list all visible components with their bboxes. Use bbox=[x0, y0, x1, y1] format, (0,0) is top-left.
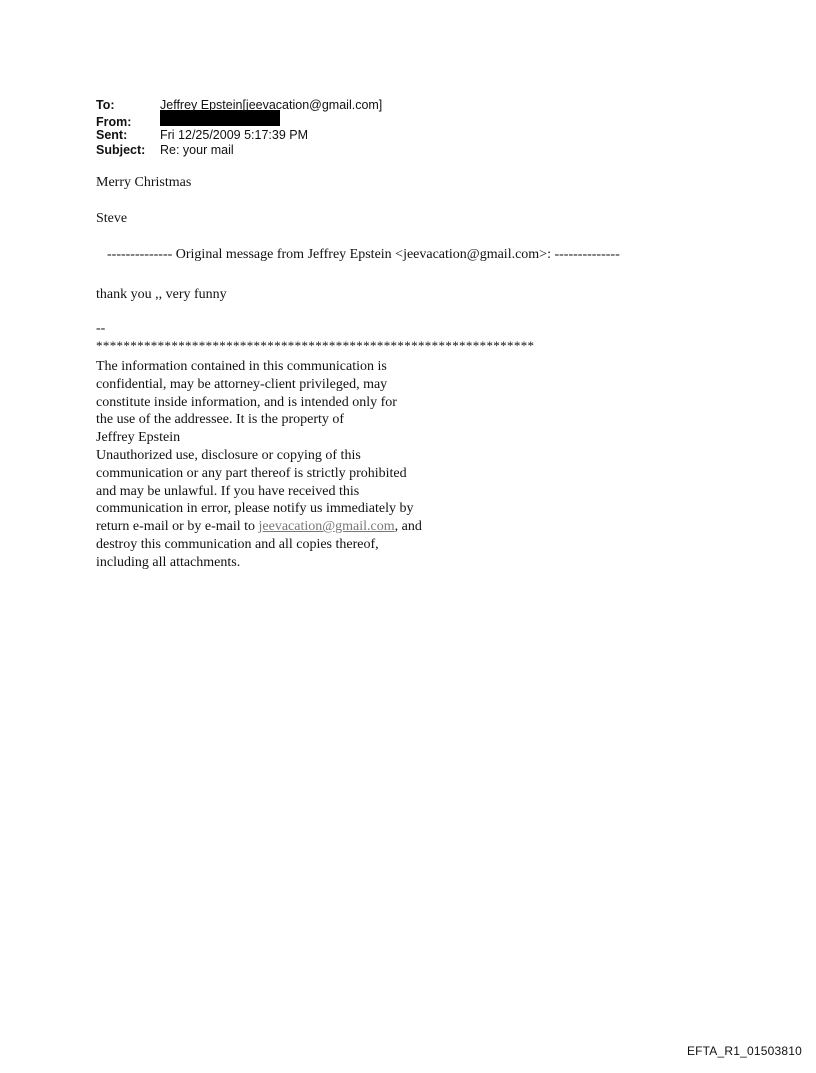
disclaimer-line-suffix: , and bbox=[394, 519, 422, 535]
confidentiality-disclaimer bbox=[96, 358, 516, 572]
from-row bbox=[96, 113, 382, 128]
disclaimer-line: destroy this communication and all copies thereof, bbox=[96, 536, 379, 552]
original-message-separator: -------------- Original message from Jeffrey Epstein <jeevacation@gmail.com>: -------------- bbox=[107, 247, 620, 262]
to-label: To: bbox=[96, 98, 115, 112]
to-value: Jeffrey Epstein[jeevacation@gmail.com] bbox=[160, 98, 383, 112]
subject-row bbox=[96, 143, 382, 158]
email-header bbox=[96, 98, 382, 158]
signature-text: Steve bbox=[96, 211, 128, 226]
asterisk-divider: **************************************************************** bbox=[96, 338, 535, 353]
disclaimer-line: communication or any part thereof is strictly prohibited bbox=[96, 465, 407, 481]
disclaimer-line-with-link bbox=[96, 518, 516, 536]
document-id: EFTA_R1_01503810 bbox=[686, 1044, 802, 1058]
disclaimer-line: confidential, may be attorney-client privileged, may bbox=[96, 376, 388, 392]
disclaimer-line: including all attachments. bbox=[96, 554, 241, 570]
disclaimer-line: communication in error, please notify us immediately by bbox=[96, 501, 414, 517]
disclaimer-line: and may be unlawful. If you have received this bbox=[96, 483, 360, 499]
reply-text: thank you ,, very funny bbox=[96, 287, 227, 302]
email-link[interactable]: jeevacation@gmail.com bbox=[258, 519, 395, 535]
greeting-text: Merry Christmas bbox=[96, 175, 192, 190]
to-row bbox=[96, 98, 382, 113]
subject-value: Re: your mail bbox=[160, 143, 234, 157]
disclaimer-line: Unauthorized use, disclosure or copying of this bbox=[96, 447, 361, 463]
sent-value: Fri 12/25/2009 5:17:39 PM bbox=[160, 128, 309, 142]
signature-dashes: -- bbox=[96, 321, 106, 336]
disclaimer-line: constitute inside information, and is intended only for bbox=[96, 394, 397, 410]
sent-label: Sent: bbox=[96, 128, 128, 142]
from-label: From: bbox=[96, 115, 132, 129]
sent-row bbox=[96, 128, 382, 143]
disclaimer-line: the use of the addressee. It is the property of bbox=[96, 412, 345, 428]
disclaimer-line-prefix: return e-mail or by e-mail to bbox=[96, 519, 259, 535]
disclaimer-line: Jeffrey Epstein bbox=[96, 430, 181, 446]
disclaimer-line: The information contained in this communication is bbox=[96, 359, 387, 374]
subject-label: Subject: bbox=[96, 143, 146, 157]
